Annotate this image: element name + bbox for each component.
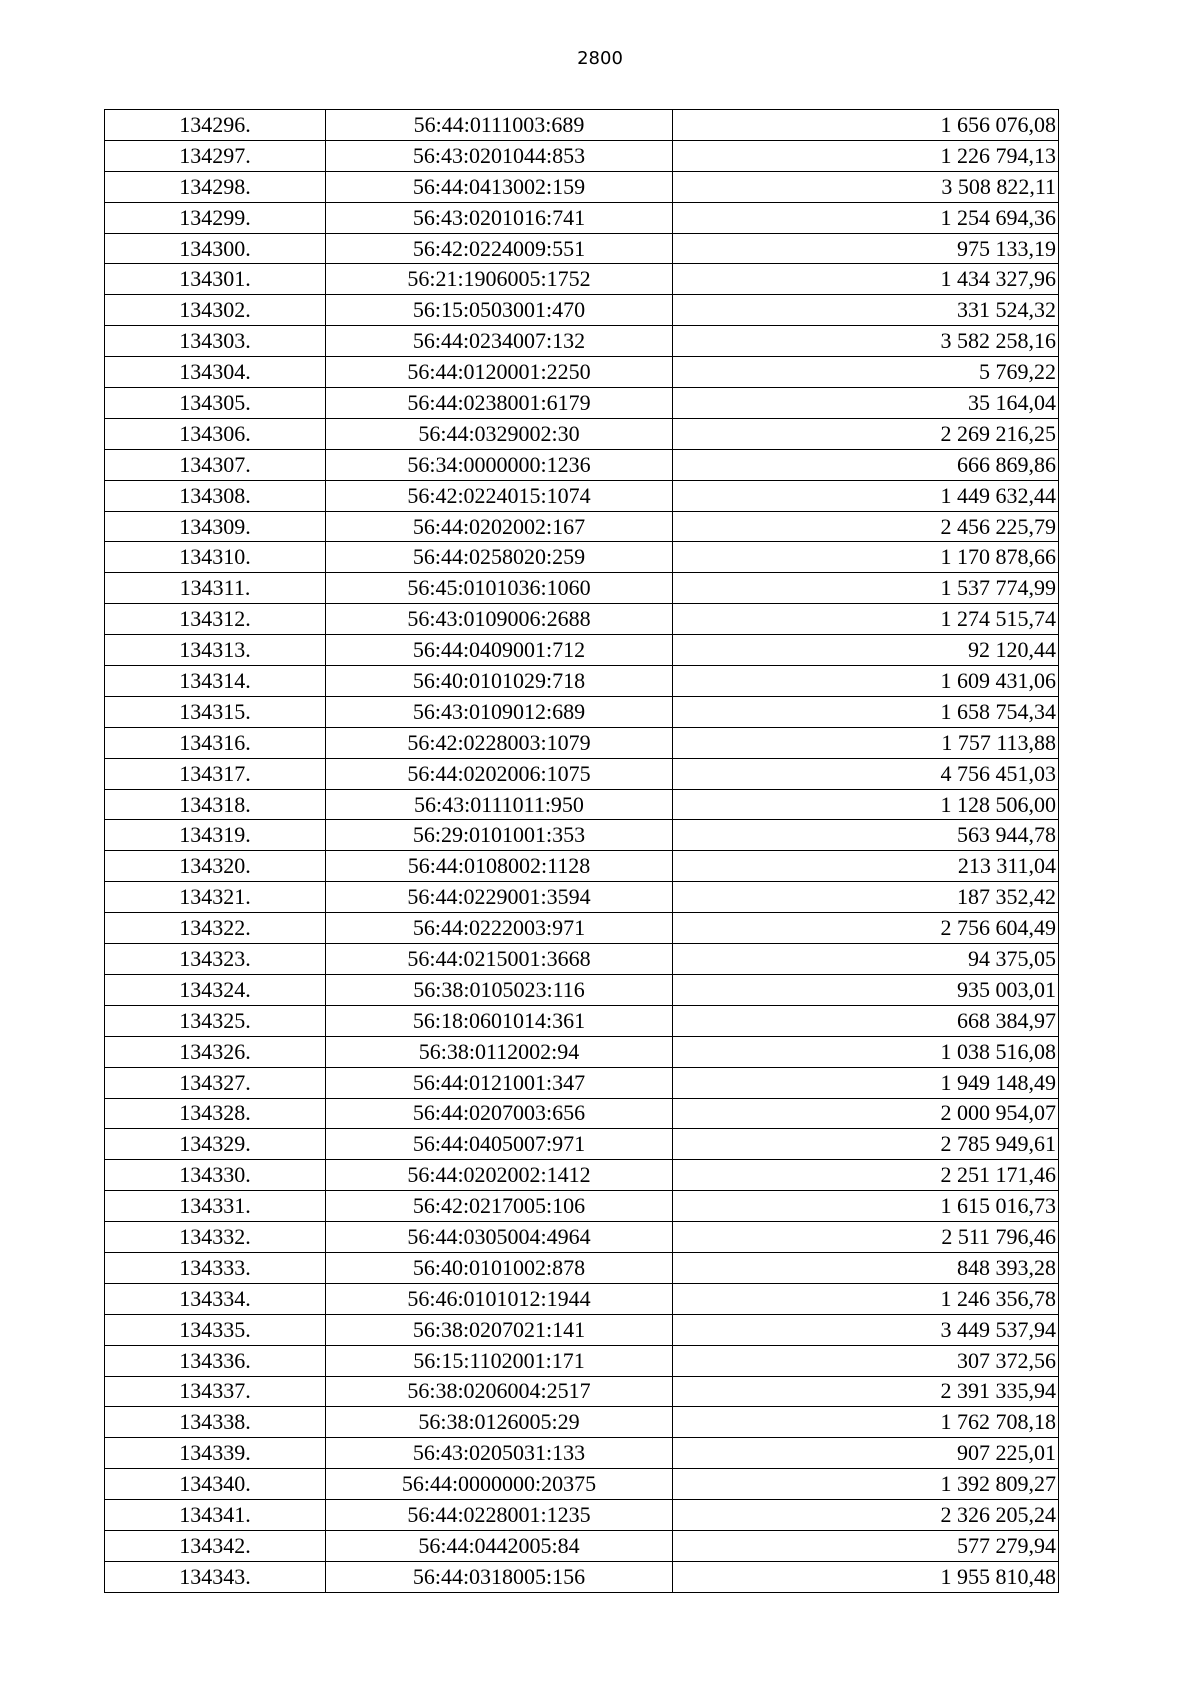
row-number-cell: 134306. xyxy=(105,418,326,449)
cadastral-value-cell: 35 164,04 xyxy=(673,388,1059,419)
cadastral-number-cell: 56:44:0228001:1235 xyxy=(326,1500,673,1531)
cadastral-number-cell: 56:15:1102001:171 xyxy=(326,1345,673,1376)
cadastral-value-cell: 848 393,28 xyxy=(673,1252,1059,1283)
cadastral-value-cell: 2 785 949,61 xyxy=(673,1129,1059,1160)
row-number-cell: 134304. xyxy=(105,357,326,388)
cadastral-number-cell: 56:44:0318005:156 xyxy=(326,1561,673,1592)
cadastral-number-cell: 56:44:0120001:2250 xyxy=(326,357,673,388)
row-number-cell: 134336. xyxy=(105,1345,326,1376)
row-number-cell: 134312. xyxy=(105,604,326,635)
cadastral-value-cell: 1 226 794,13 xyxy=(673,140,1059,171)
cadastral-value-cell: 907 225,01 xyxy=(673,1438,1059,1469)
cadastral-number-cell: 56:38:0126005:29 xyxy=(326,1407,673,1438)
cadastral-value-cell: 213 311,04 xyxy=(673,851,1059,882)
cadastral-value-cell: 2 456 225,79 xyxy=(673,511,1059,542)
cadastral-number-cell: 56:44:0000000:20375 xyxy=(326,1469,673,1500)
cadastral-number-cell: 56:21:1906005:1752 xyxy=(326,264,673,295)
cadastral-number-cell: 56:29:0101001:353 xyxy=(326,820,673,851)
row-number-cell: 134305. xyxy=(105,388,326,419)
cadastral-value-cell: 92 120,44 xyxy=(673,635,1059,666)
table-body xyxy=(105,110,1059,1593)
row-number-cell: 134315. xyxy=(105,696,326,727)
cadastral-value-cell: 1 762 708,18 xyxy=(673,1407,1059,1438)
row-number-cell: 134318. xyxy=(105,789,326,820)
cadastral-number-cell: 56:43:0201016:741 xyxy=(326,202,673,233)
cadastral-value-cell: 1 038 516,08 xyxy=(673,1036,1059,1067)
cadastral-value-cell: 975 133,19 xyxy=(673,233,1059,264)
row-number-cell: 134337. xyxy=(105,1376,326,1407)
row-number-cell: 134334. xyxy=(105,1283,326,1314)
cadastral-number-cell: 56:44:0108002:1128 xyxy=(326,851,673,882)
page-number: 2800 xyxy=(577,48,623,69)
cadastral-value-cell: 1 128 506,00 xyxy=(673,789,1059,820)
table-row xyxy=(105,944,1059,975)
cadastral-number-cell: 56:18:0601014:361 xyxy=(326,1005,673,1036)
cadastral-number-cell: 56:44:0207003:656 xyxy=(326,1098,673,1129)
cadastral-value-cell: 2 391 335,94 xyxy=(673,1376,1059,1407)
table-row xyxy=(105,1407,1059,1438)
row-number-cell: 134323. xyxy=(105,944,326,975)
row-number-cell: 134330. xyxy=(105,1160,326,1191)
cadastral-value-cell: 1 949 148,49 xyxy=(673,1067,1059,1098)
cadastral-value-cell: 2 511 796,46 xyxy=(673,1222,1059,1253)
cadastral-value-cell: 94 375,05 xyxy=(673,944,1059,975)
cadastral-value-cell: 187 352,42 xyxy=(673,882,1059,913)
cadastral-number-cell: 56:40:0101029:718 xyxy=(326,666,673,697)
cadastral-number-cell: 56:43:0205031:133 xyxy=(326,1438,673,1469)
cadastral-value-cell: 1 434 327,96 xyxy=(673,264,1059,295)
row-number-cell: 134333. xyxy=(105,1252,326,1283)
cadastral-number-cell: 56:42:0224015:1074 xyxy=(326,480,673,511)
row-number-cell: 134297. xyxy=(105,140,326,171)
table-row xyxy=(105,758,1059,789)
table-row xyxy=(105,326,1059,357)
cadastral-number-cell: 56:43:0109012:689 xyxy=(326,696,673,727)
cadastral-value-cell: 1 609 431,06 xyxy=(673,666,1059,697)
table-row xyxy=(105,666,1059,697)
row-number-cell: 134299. xyxy=(105,202,326,233)
cadastral-value-cell: 1 274 515,74 xyxy=(673,604,1059,635)
cadastral-value-cell: 935 003,01 xyxy=(673,974,1059,1005)
cadastral-value-cell: 2 269 216,25 xyxy=(673,418,1059,449)
table-row xyxy=(105,295,1059,326)
cadastral-value-cell: 1 246 356,78 xyxy=(673,1283,1059,1314)
cadastral-value-cell: 2 000 954,07 xyxy=(673,1098,1059,1129)
row-number-cell: 134309. xyxy=(105,511,326,542)
table-row xyxy=(105,696,1059,727)
row-number-cell: 134322. xyxy=(105,913,326,944)
row-number-cell: 134321. xyxy=(105,882,326,913)
row-number-cell: 134316. xyxy=(105,727,326,758)
row-number-cell: 134314. xyxy=(105,666,326,697)
cadastral-number-cell: 56:43:0109006:2688 xyxy=(326,604,673,635)
row-number-cell: 134301. xyxy=(105,264,326,295)
row-number-cell: 134311. xyxy=(105,573,326,604)
row-number-cell: 134327. xyxy=(105,1067,326,1098)
cadastral-number-cell: 56:43:0201044:853 xyxy=(326,140,673,171)
cadastral-value-cell: 2 251 171,46 xyxy=(673,1160,1059,1191)
cadastral-number-cell: 56:44:0202006:1075 xyxy=(326,758,673,789)
cadastral-value-cell: 1 656 076,08 xyxy=(673,110,1059,141)
row-number-cell: 134338. xyxy=(105,1407,326,1438)
cadastral-number-cell: 56:38:0105023:116 xyxy=(326,974,673,1005)
cadastral-value-cell: 2 326 205,24 xyxy=(673,1500,1059,1531)
row-number-cell: 134317. xyxy=(105,758,326,789)
cadastral-number-cell: 56:38:0207021:141 xyxy=(326,1314,673,1345)
table-row xyxy=(105,604,1059,635)
cadastral-number-cell: 56:46:0101012:1944 xyxy=(326,1283,673,1314)
cadastral-value-cell: 1 254 694,36 xyxy=(673,202,1059,233)
table-row xyxy=(105,542,1059,573)
cadastral-number-cell: 56:40:0101002:878 xyxy=(326,1252,673,1283)
table-row xyxy=(105,1500,1059,1531)
cadastral-value-cell: 5 769,22 xyxy=(673,357,1059,388)
table-row xyxy=(105,789,1059,820)
cadastral-value-cell: 668 384,97 xyxy=(673,1005,1059,1036)
cadastral-value-table xyxy=(104,109,1059,1593)
row-number-cell: 134298. xyxy=(105,171,326,202)
cadastral-value-cell: 1 658 754,34 xyxy=(673,696,1059,727)
cadastral-number-cell: 56:42:0228003:1079 xyxy=(326,727,673,758)
table-row xyxy=(105,1469,1059,1500)
cadastral-value-cell: 1 537 774,99 xyxy=(673,573,1059,604)
cadastral-number-cell: 56:44:0229001:3594 xyxy=(326,882,673,913)
cadastral-value-cell: 1 757 113,88 xyxy=(673,727,1059,758)
row-number-cell: 134339. xyxy=(105,1438,326,1469)
table-row xyxy=(105,1530,1059,1561)
row-number-cell: 134331. xyxy=(105,1191,326,1222)
table-row xyxy=(105,1067,1059,1098)
cadastral-value-cell: 563 944,78 xyxy=(673,820,1059,851)
cadastral-number-cell: 56:38:0112002:94 xyxy=(326,1036,673,1067)
row-number-cell: 134310. xyxy=(105,542,326,573)
table-row xyxy=(105,202,1059,233)
row-number-cell: 134324. xyxy=(105,974,326,1005)
cadastral-value-cell: 666 869,86 xyxy=(673,449,1059,480)
cadastral-number-cell: 56:44:0202002:167 xyxy=(326,511,673,542)
cadastral-number-cell: 56:44:0111003:689 xyxy=(326,110,673,141)
row-number-cell: 134313. xyxy=(105,635,326,666)
cadastral-value-cell: 1 615 016,73 xyxy=(673,1191,1059,1222)
cadastral-number-cell: 56:44:0258020:259 xyxy=(326,542,673,573)
cadastral-value-cell: 331 524,32 xyxy=(673,295,1059,326)
cadastral-value-cell: 577 279,94 xyxy=(673,1530,1059,1561)
table-row xyxy=(105,264,1059,295)
table-row xyxy=(105,1438,1059,1469)
cadastral-value-cell: 1 449 632,44 xyxy=(673,480,1059,511)
table-row xyxy=(105,1345,1059,1376)
table-row xyxy=(105,851,1059,882)
cadastral-value-cell: 2 756 604,49 xyxy=(673,913,1059,944)
cadastral-number-cell: 56:15:0503001:470 xyxy=(326,295,673,326)
row-number-cell: 134326. xyxy=(105,1036,326,1067)
row-number-cell: 134308. xyxy=(105,480,326,511)
cadastral-number-cell: 56:44:0222003:971 xyxy=(326,913,673,944)
table-row xyxy=(105,388,1059,419)
row-number-cell: 134335. xyxy=(105,1314,326,1345)
row-number-cell: 134342. xyxy=(105,1530,326,1561)
row-number-cell: 134307. xyxy=(105,449,326,480)
cadastral-number-cell: 56:44:0305004:4964 xyxy=(326,1222,673,1253)
table-row xyxy=(105,974,1059,1005)
table-row xyxy=(105,233,1059,264)
table-row xyxy=(105,1376,1059,1407)
table-row xyxy=(105,418,1059,449)
table-row xyxy=(105,882,1059,913)
cadastral-number-cell: 56:44:0215001:3668 xyxy=(326,944,673,975)
row-number-cell: 134325. xyxy=(105,1005,326,1036)
table-row xyxy=(105,820,1059,851)
table-row xyxy=(105,1036,1059,1067)
cadastral-value-cell: 4 756 451,03 xyxy=(673,758,1059,789)
table-row xyxy=(105,1222,1059,1253)
cadastral-number-cell: 56:38:0206004:2517 xyxy=(326,1376,673,1407)
table-row xyxy=(105,1098,1059,1129)
cadastral-number-cell: 56:44:0238001:6179 xyxy=(326,388,673,419)
cadastral-number-cell: 56:44:0405007:971 xyxy=(326,1129,673,1160)
row-number-cell: 134320. xyxy=(105,851,326,882)
row-number-cell: 134332. xyxy=(105,1222,326,1253)
cadastral-number-cell: 56:34:0000000:1236 xyxy=(326,449,673,480)
row-number-cell: 134303. xyxy=(105,326,326,357)
table-row xyxy=(105,140,1059,171)
cadastral-number-cell: 56:44:0121001:347 xyxy=(326,1067,673,1098)
cadastral-value-cell: 307 372,56 xyxy=(673,1345,1059,1376)
row-number-cell: 134296. xyxy=(105,110,326,141)
row-number-cell: 134302. xyxy=(105,295,326,326)
cadastral-number-cell: 56:42:0217005:106 xyxy=(326,1191,673,1222)
table-row xyxy=(105,171,1059,202)
cadastral-number-cell: 56:44:0202002:1412 xyxy=(326,1160,673,1191)
cadastral-number-cell: 56:42:0224009:551 xyxy=(326,233,673,264)
cadastral-number-cell: 56:44:0442005:84 xyxy=(326,1530,673,1561)
cadastral-value-cell: 1 392 809,27 xyxy=(673,1469,1059,1500)
table-row xyxy=(105,1314,1059,1345)
cadastral-value-cell: 1 170 878,66 xyxy=(673,542,1059,573)
table-row xyxy=(105,727,1059,758)
cadastral-number-cell: 56:44:0329002:30 xyxy=(326,418,673,449)
cadastral-value-cell: 3 508 822,11 xyxy=(673,171,1059,202)
table-row xyxy=(105,635,1059,666)
table-row xyxy=(105,449,1059,480)
row-number-cell: 134340. xyxy=(105,1469,326,1500)
table-row xyxy=(105,357,1059,388)
cadastral-number-cell: 56:44:0234007:132 xyxy=(326,326,673,357)
table-row xyxy=(105,1160,1059,1191)
row-number-cell: 134341. xyxy=(105,1500,326,1531)
row-number-cell: 134343. xyxy=(105,1561,326,1592)
table-row xyxy=(105,1561,1059,1592)
table-row xyxy=(105,511,1059,542)
table-row xyxy=(105,1283,1059,1314)
table-row xyxy=(105,1191,1059,1222)
row-number-cell: 134329. xyxy=(105,1129,326,1160)
row-number-cell: 134319. xyxy=(105,820,326,851)
cadastral-number-cell: 56:45:0101036:1060 xyxy=(326,573,673,604)
cadastral-number-cell: 56:44:0409001:712 xyxy=(326,635,673,666)
cadastral-value-cell: 3 582 258,16 xyxy=(673,326,1059,357)
cadastral-value-cell: 1 955 810,48 xyxy=(673,1561,1059,1592)
cadastral-number-cell: 56:43:0111011:950 xyxy=(326,789,673,820)
table-row xyxy=(105,913,1059,944)
table-row xyxy=(105,573,1059,604)
cadastral-value-cell: 3 449 537,94 xyxy=(673,1314,1059,1345)
table-row xyxy=(105,480,1059,511)
table-row xyxy=(105,1129,1059,1160)
cadastral-number-cell: 56:44:0413002:159 xyxy=(326,171,673,202)
table-row xyxy=(105,110,1059,141)
table-row xyxy=(105,1005,1059,1036)
row-number-cell: 134300. xyxy=(105,233,326,264)
row-number-cell: 134328. xyxy=(105,1098,326,1129)
table-row xyxy=(105,1252,1059,1283)
